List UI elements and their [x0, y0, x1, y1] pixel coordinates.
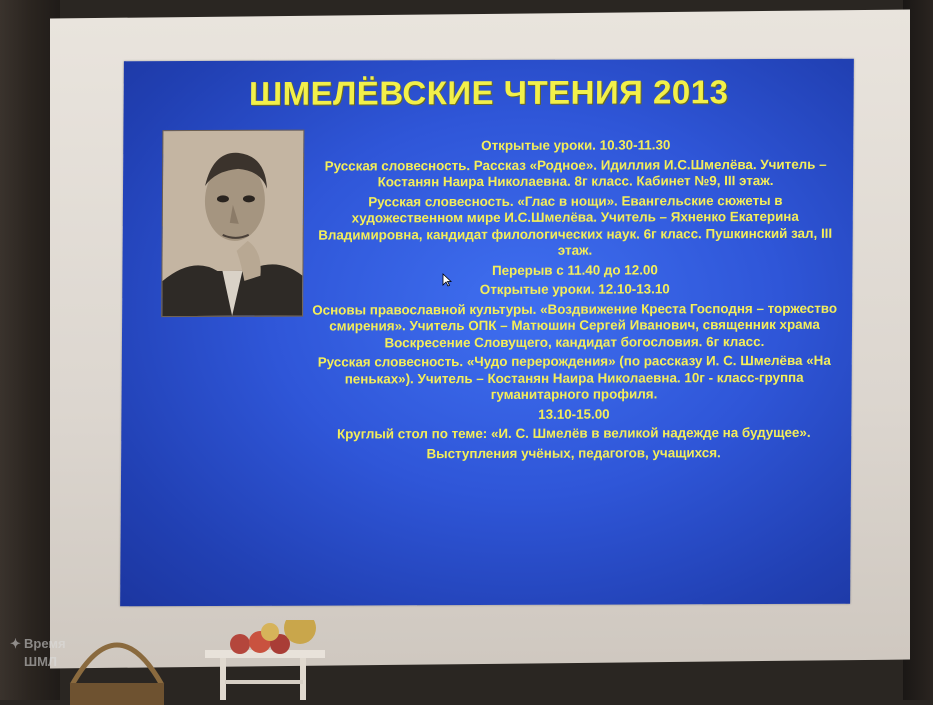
- schedule-line: Русская словесность. Рассказ «Родное». Идиллия И.С.Шмелёва. Учитель – Костанян Наира Николаевна. 8г класс. Кабинет №9, III этаж.: [324, 156, 827, 190]
- schedule-line: 13.10-15.00: [538, 406, 610, 422]
- portrait-photo: [162, 131, 303, 316]
- schedule-line: Открытые уроки. 10.30-11.30: [481, 137, 671, 154]
- fruit-stand: [200, 620, 350, 700]
- watermark-emblem-icon: ✦: [10, 636, 21, 651]
- watermark-line1: Время: [24, 636, 66, 651]
- schedule-line: Открытые уроки. 12.10-13.10: [479, 281, 670, 298]
- mouse-cursor-icon: [442, 273, 452, 287]
- schedule-line: Основы православной культуры. «Воздвижение Креста Господня – торжество смирения». Учитель ОПК – Матюшин Сергей Иванович, священник храма Воскресение Словущего, кандидат богословия. 6г класс.: [312, 300, 838, 350]
- portrait-figure: [162, 131, 303, 316]
- schedule-line: Круглый стол по теме: «И. С. Шмелёв в великой надежде на будущее».: [336, 424, 811, 442]
- schedule-line: Русская словесность. «Чудо перерождения» (по рассказу И. С. Шмелёва «На пеньках»). Учитель – Костанян Наира Николаевна. 10г - класс-группа гуманитарного профиля.: [317, 352, 831, 402]
- schedule-line: Перерыв с 11.40 до 12.00: [491, 261, 658, 278]
- slide-title: ШМЕЛЁВСКИЕ ЧТЕНИЯ 2013: [248, 73, 729, 112]
- watermark-line2: ШМЛ: [24, 654, 58, 669]
- watermark-logo: [8, 636, 98, 692]
- schedule-line: Русская словесность. «Глас в нощи». Евангельские сюжеты в художественном мире И.С.Шмелёва. Учитель – Яхненко Екатерина Владимировна, кандидат филологических наук. 6г класс. Пушкинский зал, III этаж.: [318, 192, 833, 258]
- presentation-slide: [120, 59, 854, 607]
- slide-schedule-text: [311, 137, 838, 466]
- schedule-line: Выступления учёных, педагогов, учащихся.: [426, 444, 721, 461]
